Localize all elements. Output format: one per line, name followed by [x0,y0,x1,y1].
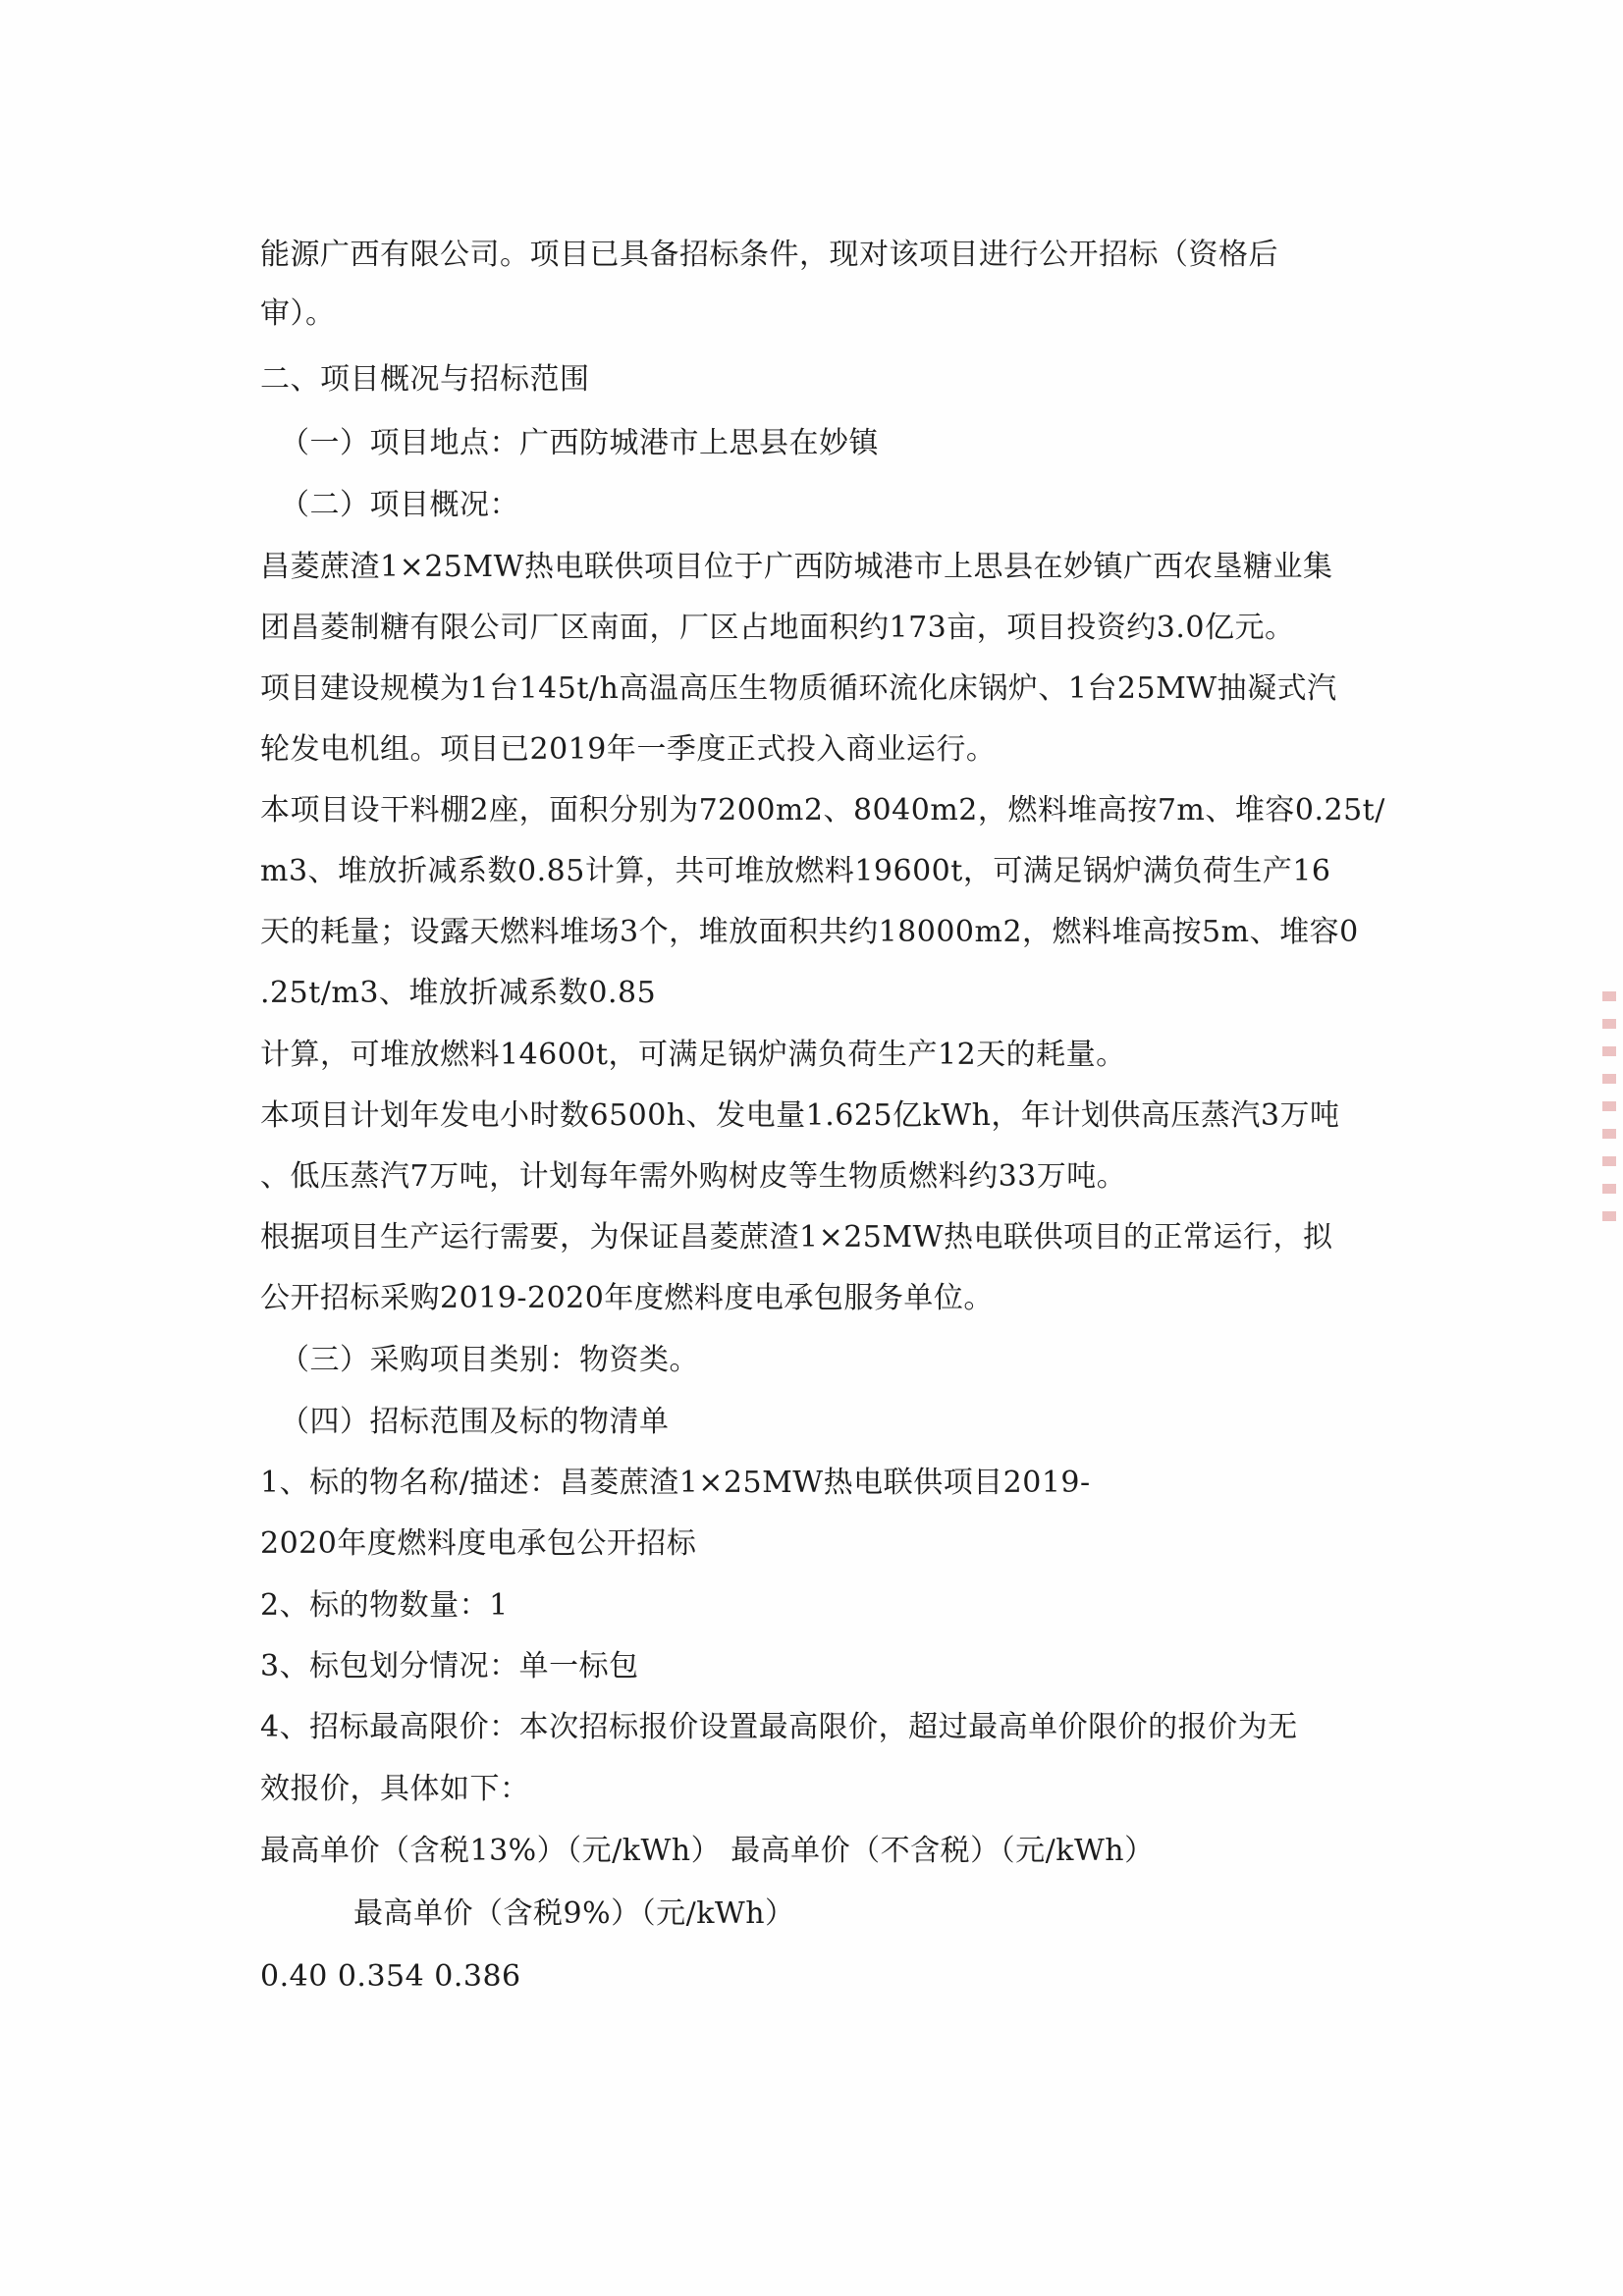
text-line: 1、标的物名称/描述：昌菱蔗渣1×25MW热电联供项目2019- [260,1466,1091,1500]
sub-heading: （一）项目地点：广西防城港市上思县在妙镇 [280,426,879,460]
seam-stamp-mark [1602,991,1616,1237]
text-line: 团昌菱制糖有限公司厂区南面，厂区占地面积约173亩，项目投资约3.0亿元。 [260,611,1295,645]
text-line: 能源广西有限公司。项目已具备招标条件，现对该项目进行公开招标（资格后 [260,238,1278,272]
text-line: 根据项目生产运行需要，为保证昌菱蔗渣1×25MW热电联供项目的正常运行，拟 [260,1220,1333,1255]
text-line: 公开招标采购2019-2020年度燃料度电承包服务单位。 [260,1281,994,1315]
text-line: 昌菱蔗渣1×25MW热电联供项目位于广西防城港市上思县在妙镇广西农垦糖业集 [260,550,1333,584]
price-header-line: 最高单价（含税13%）（元/kWh） 最高单价（不含税）（元/kWh） [260,1834,1155,1868]
text-line: 天的耗量；设露天燃料堆场3个，堆放面积共约18000m2，燃料堆高按5m、堆容0 [260,915,1359,949]
sub-heading: （三）采购项目类别：物资类。 [280,1343,699,1377]
text-line: m3、堆放折减系数0.85计算，共可堆放燃料19600t，可满足锅炉满负荷生产16 [260,854,1331,888]
sub-heading: （二）项目概况： [280,488,519,522]
text-line: 效报价，具体如下： [260,1772,530,1806]
text-line: 项目建设规模为1台145t/h高温高压生物质循环流化床锅炉、1台25MW抽凝式汽 [260,671,1337,706]
text-line: 轮发电机组。项目已2019年一季度正式投入商业运行。 [260,732,997,767]
text-line: 审）。 [260,296,336,331]
price-values-line: 0.40 0.354 0.386 [260,1959,521,1994]
text-line: .25t/m3、堆放折减系数0.85 [260,976,657,1010]
text-line: 2、标的物数量：1 [260,1588,509,1623]
section-heading: 二、项目概况与招标范围 [260,362,590,397]
sub-heading: （四）招标范围及标的物清单 [280,1405,670,1439]
text-line: 4、招标最高限价：本次招标报价设置最高限价，超过最高单价限价的报价为无 [260,1710,1298,1744]
text-line: 本项目设干料棚2座，面积分别为7200m2、8040m2，燃料堆高按7m、堆容0.25t/ [260,793,1385,828]
text-line: 、低压蒸汽7万吨，计划每年需外购树皮等生物质燃料约33万吨。 [260,1159,1127,1194]
text-line: 本项目计划年发电小时数6500h、发电量1.625亿kWh，年计划供高压蒸汽3万吨 [260,1098,1340,1133]
text-line: 3、标包划分情况：单一标包 [260,1649,639,1683]
text-line: 计算，可堆放燃料14600t，可满足锅炉满负荷生产12天的耗量。 [260,1038,1126,1072]
text-line: 2020年度燃料度电承包公开招标 [260,1526,697,1561]
price-header-line: 最高单价（含税9%）（元/kWh） [353,1896,795,1931]
